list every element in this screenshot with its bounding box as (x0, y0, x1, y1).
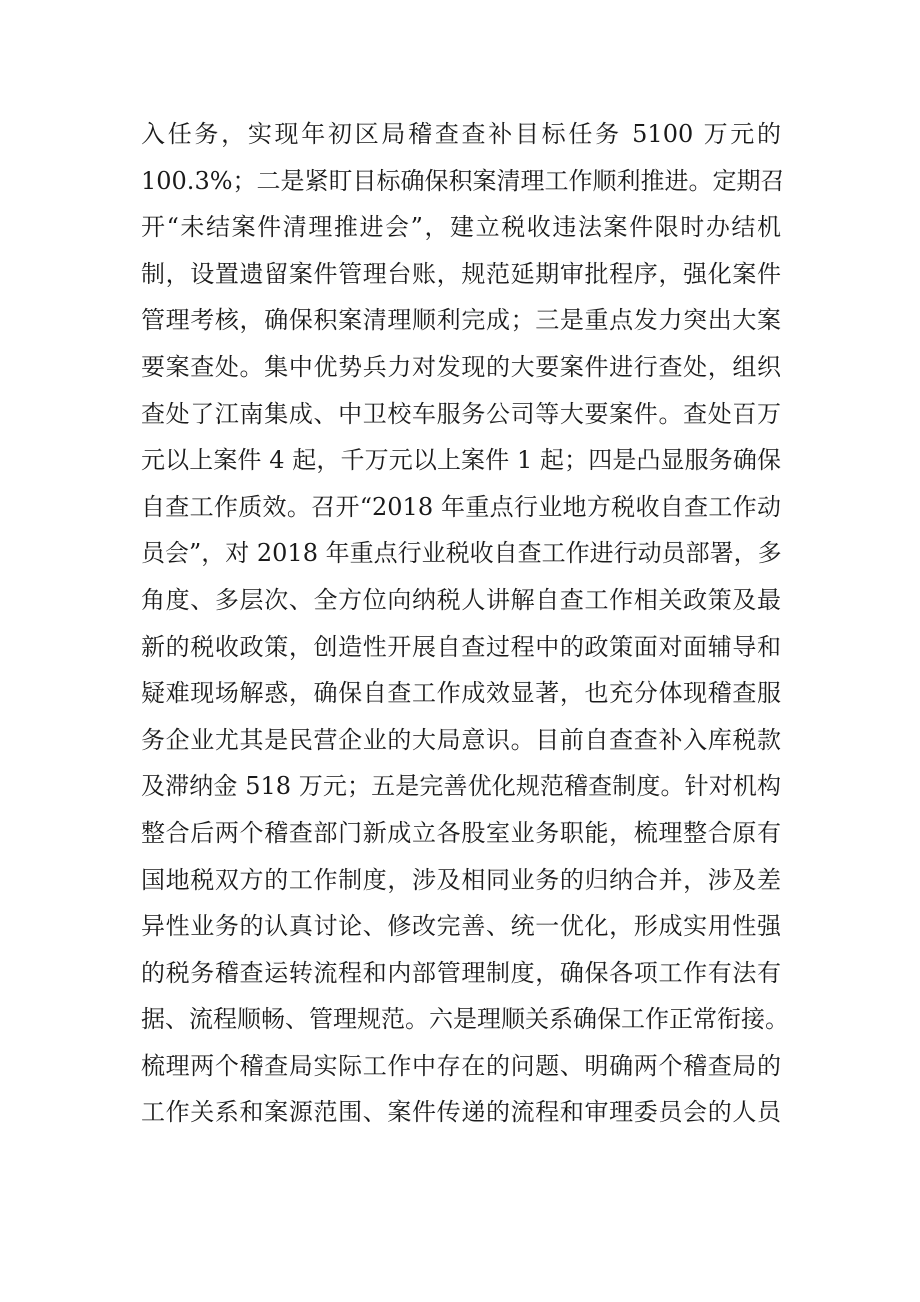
text-line: 工作关系和案源范围、案件传递的流程和审理委员会的人员 (141, 1098, 781, 1127)
text-line: 角度、多层次、全方位向纳税人讲解自查工作相关政策及最 (141, 585, 781, 614)
text-line: 员会”，对 2018 年重点行业税收自查工作进行动员部署，多 (141, 539, 782, 568)
text-line: 100.3%；二是紧盯目标确保积案清理工作顺利推进。定期召 (141, 166, 785, 195)
body-text (141, 111, 789, 1136)
text-line: 元以上案件 4 起，千万元以上案件 1 起；四是凸显服务确保 (141, 446, 781, 475)
text-line: 国地税双方的工作制度，涉及相同业务的归纳合并，涉及差 (141, 865, 781, 894)
text-line: 及滞纳金 518 万元；五是完善优化规范稽查制度。针对机构 (141, 772, 781, 801)
text-line: 梳理两个稽查局实际工作中存在的问题、明确两个稽查局的 (141, 1051, 781, 1080)
text-line: 入任务，实现年初区局稽查查补目标任务 5100 万元的 (141, 120, 781, 148)
text-line: 务企业尤其是民营企业的大局意识。目前自查查补入库税款 (141, 725, 781, 754)
text-line: 管理考核，确保积案清理顺利完成；三是重点发力突出大案 (141, 306, 781, 335)
text-line: 开“未结案件清理推进会”，建立税收违法案件限时办结机 (141, 213, 781, 242)
text-line: 查处了江南集成、中卫校车服务公司等大要案件。查处百万 (141, 399, 781, 428)
text-line: 异性业务的认真讨论、修改完善、统一优化，形成实用性强 (141, 912, 781, 941)
text-line: 新的税收政策，创造性开展自查过程中的政策面对面辅导和 (141, 632, 781, 661)
text-line: 整合后两个稽查部门新成立各股室业务职能，梳理整合原有 (141, 818, 781, 847)
text-line: 疑难现场解惑，确保自查工作成效显著，也充分体现稽查服 (141, 679, 781, 708)
text-line: 的税务稽查运转流程和内部管理制度，确保各项工作有法有 (141, 958, 781, 987)
text-line: 据、流程顺畅、管理规范。六是理顺关系确保工作正常衔接。 (141, 1005, 789, 1034)
text-line: 自查工作质效。召开“2018 年重点行业地方税收自查工作动 (141, 492, 781, 521)
text-line: 制，设置遗留案件管理台账，规范延期审批程序，强化案件 (141, 259, 781, 288)
text-line: 要案查处。集中优势兵力对发现的大要案件进行查处，组织 (141, 352, 781, 381)
